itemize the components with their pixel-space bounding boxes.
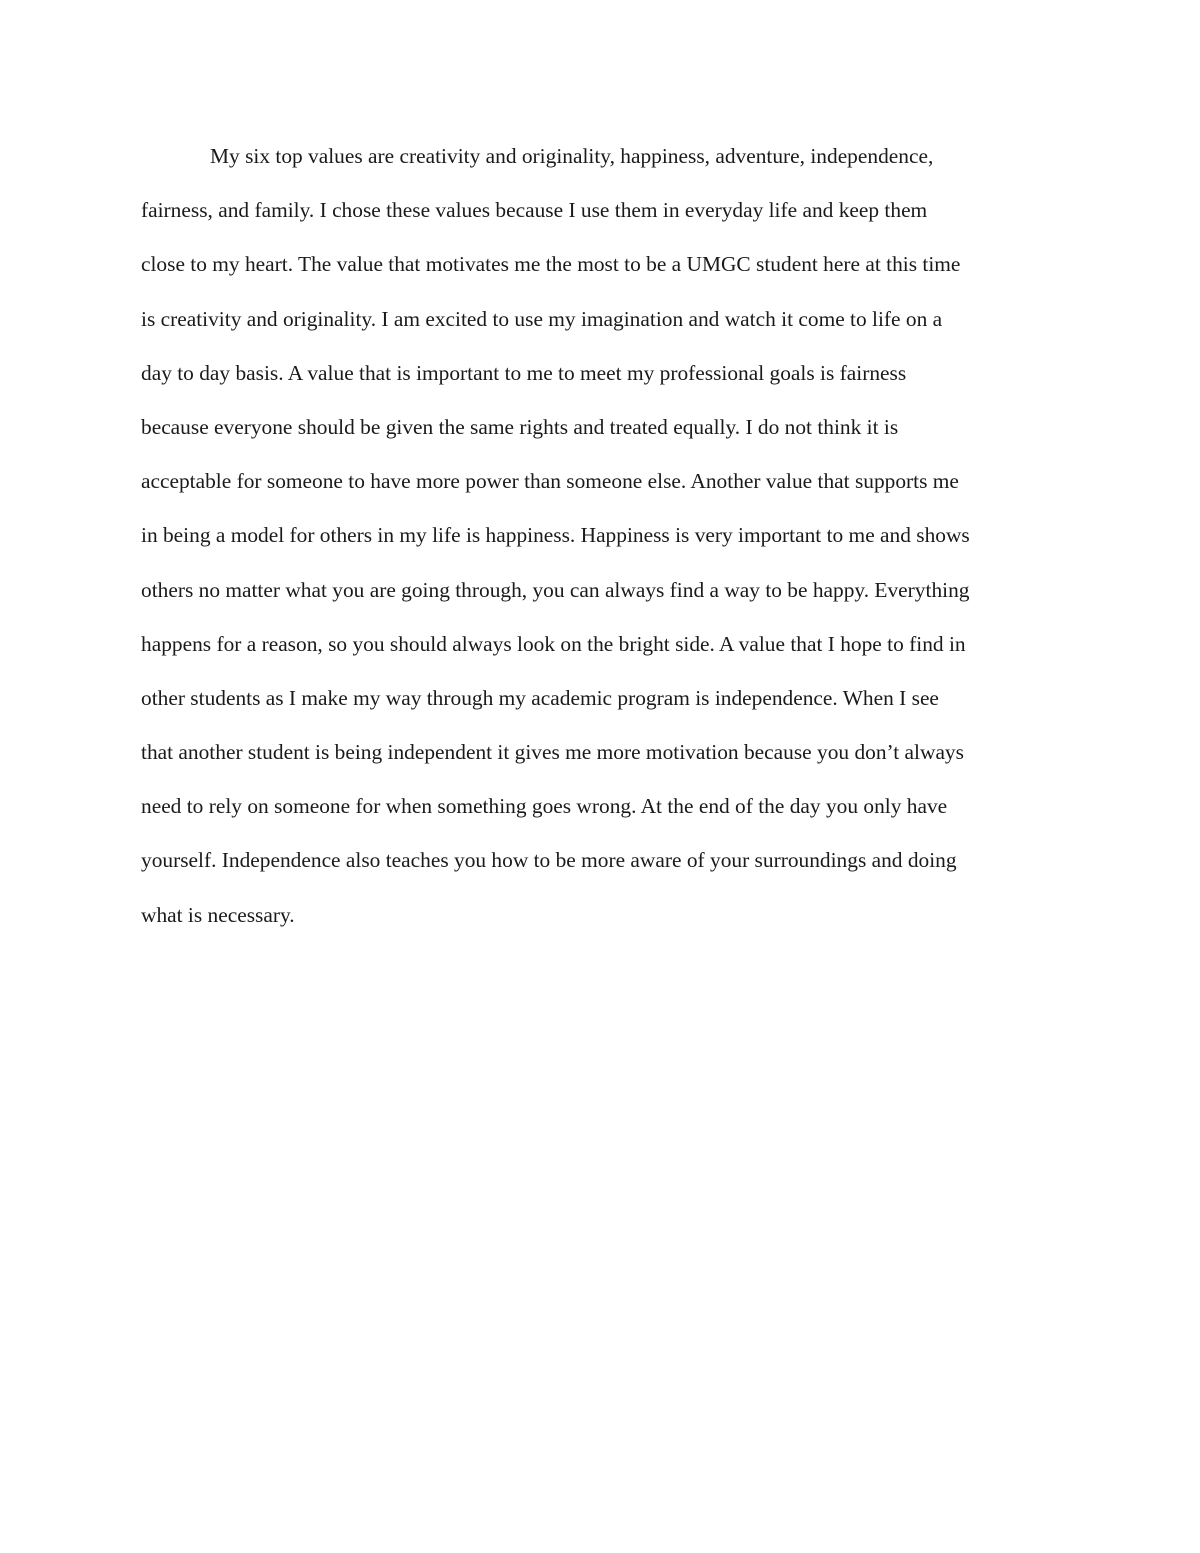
paragraph-line: fairness, and family. I chose these values because I use them in everyday life and keep them [141,198,928,223]
paragraph-line: yourself. Independence also teaches you how to be more aware of your surroundings and doing [141,848,957,873]
paragraph-line: because everyone should be given the same rights and treated equally. I do not think it is [141,414,899,439]
body-paragraph [141,138,1081,951]
paragraph-line: other students as I make my way through my academic program is independence. When I see [141,685,939,710]
paragraph-line: is creativity and originality. I am excited to use my imagination and watch it come to life on a [141,306,943,331]
paragraph-line: in being a model for others in my life is happiness. Happiness is very important to me and shows [141,523,970,548]
paragraph-line: acceptable for someone to have more power than someone else. Another value that supports me [141,469,959,494]
paragraph-line: My six top values are creativity and originality, happiness, adventure, independence, [210,144,934,168]
paragraph-line: that another student is being independent it gives me more motivation because you don’t always [141,740,964,765]
paragraph-line: happens for a reason, so you should always look on the bright side. A value that I hope to find in [141,631,966,656]
paragraph-line: need to rely on someone for when something goes wrong. At the end of the day you only have [141,794,948,819]
paragraph-line: others no matter what you are going through, you can always find a way to be happy. Everything [141,577,970,602]
paragraph-line: day to day basis. A value that is important to me to meet my professional goals is fairness [141,360,907,385]
paragraph-line: what is necessary. [141,902,295,927]
paragraph-line: close to my heart. The value that motivates me the most to be a UMGC student here at this time [141,252,961,277]
